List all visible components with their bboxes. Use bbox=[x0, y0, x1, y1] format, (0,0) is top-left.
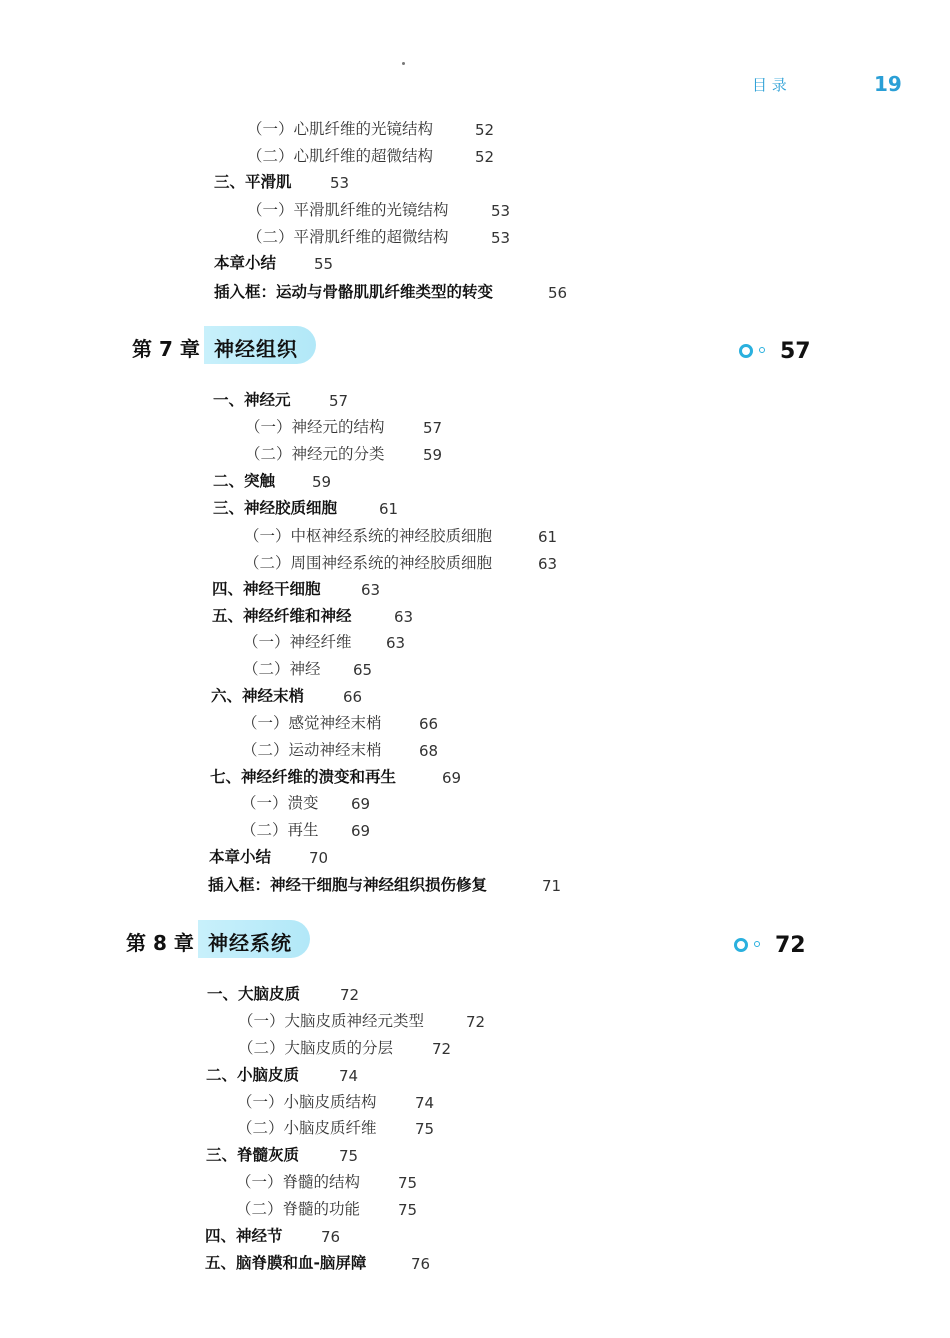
toc-entry-page: 59 bbox=[423, 446, 443, 464]
toc-entry[interactable] bbox=[236, 1199, 418, 1219]
toc-entry-title: （一）平滑肌纤维的光镜结构 bbox=[247, 201, 449, 219]
toc-entry-title: 七、神经纤维的溃变和再生 bbox=[210, 768, 397, 786]
toc-entry-page: 53 bbox=[330, 174, 350, 192]
toc-entry[interactable] bbox=[241, 820, 371, 840]
chapter-bullet-circle-small bbox=[759, 347, 765, 353]
toc-entry-page: 66 bbox=[343, 688, 363, 706]
toc-entry-title: （二）大脑皮质的分层 bbox=[238, 1039, 394, 1057]
chapter-7-heading[interactable] bbox=[132, 326, 432, 366]
chapter-title: 神经组织 bbox=[214, 337, 298, 361]
toc-entry[interactable] bbox=[236, 1172, 418, 1192]
toc-entry-page: 57 bbox=[329, 392, 349, 410]
toc-entry-title: 四、神经节 bbox=[205, 1227, 283, 1245]
toc-entry-title: 本章小结 bbox=[209, 848, 272, 866]
toc-entry-page: 53 bbox=[491, 229, 511, 247]
toc-entry-title: 一、大脑皮质 bbox=[207, 985, 301, 1003]
toc-entry-page: 59 bbox=[312, 473, 332, 491]
toc-entry[interactable] bbox=[213, 498, 399, 518]
toc-entry-title: （二）心肌纤维的超微结构 bbox=[247, 147, 434, 165]
toc-entry-page: 74 bbox=[415, 1094, 435, 1112]
toc-entry-title: 本章小结 bbox=[214, 254, 277, 272]
toc-entry-title: 三、神经胶质细胞 bbox=[213, 499, 338, 517]
chapter-number: 第 7 章 bbox=[132, 337, 200, 361]
toc-entry[interactable] bbox=[210, 767, 462, 787]
toc-entry-page: 72 bbox=[340, 986, 360, 1004]
toc-entry-page: 52 bbox=[475, 148, 495, 166]
toc-entry-page: 52 bbox=[475, 121, 495, 139]
toc-entry-page: 68 bbox=[419, 742, 439, 760]
toc-entry[interactable] bbox=[244, 526, 558, 546]
toc-entry-title: （一）感觉神经末梢 bbox=[242, 714, 382, 732]
toc-entry-page: 63 bbox=[386, 634, 406, 652]
toc-entry[interactable] bbox=[237, 1092, 435, 1112]
toc-entry-title: 插入框：运动与骨骼肌肌纤维类型的转变 bbox=[214, 283, 494, 301]
toc-entry[interactable] bbox=[247, 119, 495, 139]
toc-entry-title: （二）神经 bbox=[243, 660, 321, 678]
toc-entry[interactable] bbox=[213, 471, 332, 491]
toc-entry[interactable] bbox=[244, 553, 558, 573]
toc-entry[interactable] bbox=[214, 172, 350, 192]
chapter-bullet-circle-small bbox=[754, 941, 760, 947]
toc-entry-title: （一）脊髓的结构 bbox=[236, 1173, 361, 1191]
toc-entry-title: （二）运动神经末梢 bbox=[242, 741, 382, 759]
toc-entry[interactable] bbox=[243, 659, 373, 679]
toc-entry-title: （一）中枢神经系统的神经胶质细胞 bbox=[244, 527, 493, 545]
toc-entry-page: 65 bbox=[353, 661, 373, 679]
chapter-bullet-circle-large bbox=[739, 344, 753, 358]
running-header-label: 目 录 bbox=[752, 76, 787, 94]
toc-entry[interactable] bbox=[205, 1253, 431, 1273]
toc-entry-title: 四、神经干细胞 bbox=[212, 580, 321, 598]
toc-entry-title: （一）大脑皮质神经元类型 bbox=[238, 1012, 425, 1030]
toc-entry-page: 71 bbox=[542, 877, 562, 895]
toc-entry-page: 69 bbox=[351, 795, 371, 813]
toc-entry-page: 63 bbox=[394, 608, 414, 626]
toc-entry-title: 三、平滑肌 bbox=[214, 173, 292, 191]
toc-entry-title: 五、神经纤维和神经 bbox=[212, 607, 352, 625]
toc-entry[interactable] bbox=[247, 200, 511, 220]
toc-entry-title: （二）平滑肌纤维的超微结构 bbox=[247, 228, 449, 246]
toc-entry-page: 72 bbox=[466, 1013, 486, 1031]
toc-entry-title: （二）周围神经系统的神经胶质细胞 bbox=[244, 554, 493, 572]
toc-entry-title: 插入框：神经干细胞与神经组织损伤修复 bbox=[208, 876, 488, 894]
toc-entry[interactable] bbox=[211, 686, 363, 706]
toc-entry-title: （一）小脑皮质结构 bbox=[237, 1093, 377, 1111]
chapter-bullet-circle-large bbox=[734, 938, 748, 952]
toc-entry-page: 72 bbox=[432, 1040, 452, 1058]
toc-entry-title: 五、脑脊膜和血-脑屏障 bbox=[205, 1254, 367, 1272]
chapter-title: 神经系统 bbox=[208, 931, 292, 955]
toc-entry-insert-box[interactable] bbox=[208, 875, 562, 895]
toc-entry-title: （二）小脑皮质纤维 bbox=[237, 1119, 377, 1137]
toc-entry[interactable] bbox=[212, 606, 414, 626]
toc-entry[interactable] bbox=[245, 417, 443, 437]
toc-entry-title: 二、突触 bbox=[213, 472, 276, 490]
toc-entry-page: 63 bbox=[538, 555, 558, 573]
toc-entry-title: 三、脊髓灰质 bbox=[206, 1146, 300, 1164]
toc-entry-page: 61 bbox=[379, 500, 399, 518]
toc-entry[interactable] bbox=[247, 146, 495, 166]
toc-entry-page: 75 bbox=[339, 1147, 359, 1165]
toc-entry-page: 70 bbox=[309, 849, 329, 867]
toc-entry-title: （二）神经元的分类 bbox=[245, 445, 385, 463]
toc-entry-title: （二）脊髓的功能 bbox=[236, 1200, 361, 1218]
toc-entry[interactable] bbox=[206, 1145, 359, 1165]
toc-entry[interactable] bbox=[209, 847, 329, 867]
toc-entry-page: 69 bbox=[351, 822, 371, 840]
toc-entry[interactable] bbox=[237, 1118, 435, 1138]
toc-entry[interactable] bbox=[242, 740, 439, 760]
toc-entry-title: （一）心肌纤维的光镜结构 bbox=[247, 120, 434, 138]
toc-entry-page: 75 bbox=[415, 1120, 435, 1138]
toc-entry-page: 75 bbox=[398, 1201, 418, 1219]
toc-entry[interactable] bbox=[247, 227, 511, 247]
toc-entry[interactable] bbox=[214, 253, 334, 273]
toc-entry-title: （一）神经纤维 bbox=[243, 633, 352, 651]
toc-entry-page: 53 bbox=[491, 202, 511, 220]
toc-entry-title: （一）神经元的结构 bbox=[245, 418, 385, 436]
toc-entry[interactable] bbox=[205, 1226, 341, 1246]
toc-entry-title: 一、神经元 bbox=[213, 391, 291, 409]
scan-dot bbox=[402, 62, 405, 65]
toc-entry-title: （二）再生 bbox=[241, 821, 319, 839]
toc-entry-page: 56 bbox=[548, 284, 568, 302]
toc-entry-page: 69 bbox=[442, 769, 462, 787]
toc-entry[interactable] bbox=[245, 444, 443, 464]
toc-entry[interactable] bbox=[213, 390, 349, 410]
toc-entry-page: 61 bbox=[538, 528, 558, 546]
toc-entry[interactable] bbox=[206, 1065, 359, 1085]
toc-entry-page: 76 bbox=[411, 1255, 431, 1273]
toc-entry-page: 55 bbox=[314, 255, 334, 273]
toc-entry-page: 74 bbox=[339, 1067, 359, 1085]
toc-entry-page: 76 bbox=[321, 1228, 341, 1246]
toc-entry[interactable] bbox=[242, 713, 439, 733]
chapter-number: 第 8 章 bbox=[126, 931, 194, 955]
chapter-page-number: 72 bbox=[775, 933, 806, 958]
toc-entry[interactable] bbox=[238, 1038, 452, 1058]
chapter-8-heading[interactable] bbox=[126, 920, 426, 960]
toc-entry[interactable] bbox=[241, 793, 371, 813]
toc-entry-page: 63 bbox=[361, 581, 381, 599]
toc-entry-title: 六、神经末梢 bbox=[211, 687, 305, 705]
toc-entry-title: （一）溃变 bbox=[241, 794, 319, 812]
toc-entry-title: 二、小脑皮质 bbox=[206, 1066, 300, 1084]
toc-entry[interactable] bbox=[243, 632, 406, 652]
chapter-page-number: 57 bbox=[780, 339, 811, 364]
toc-entry-page: 75 bbox=[398, 1174, 418, 1192]
toc-entry-page: 66 bbox=[419, 715, 439, 733]
running-header-page-number: 19 bbox=[874, 72, 902, 96]
toc-entry-page: 57 bbox=[423, 419, 443, 437]
toc-entry[interactable] bbox=[207, 984, 360, 1004]
toc-entry-insert-box[interactable] bbox=[214, 282, 568, 302]
toc-entry[interactable] bbox=[212, 579, 381, 599]
toc-entry[interactable] bbox=[238, 1011, 486, 1031]
